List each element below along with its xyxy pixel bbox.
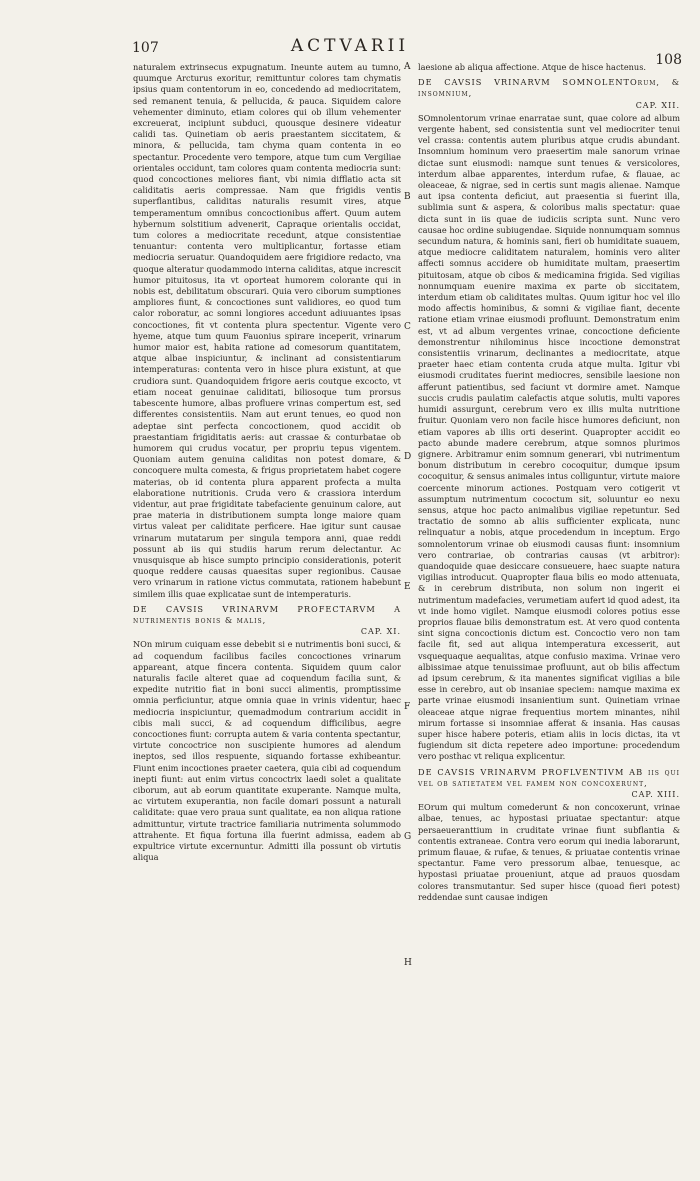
right-paragraph-2: SOmnolentorum vrinae enarratae sunt, quae colore ad album vergente habent, sed consistentia sunt vel mediocriter tenui vel crassa: contentis autem pluribus atque crudis abundant. Insomnium hominum vero praesertim male sanorum vrinae dictae sunt eiusmodi: namque sunt tenues & versicolores, interdum albae apparentes, interdum rufae, & flauae, ac oleaceae, & nigrae, sed in certis sunt magis alienae. Namque aut ipsa contenta deficiut, aut praesentia si fuerint illa, sublimia sunt & aspera, & coloribus malis spectatur: quae dicta sunt in iis quae de iudiciis scripta sunt. Nunc vero causae hoc ordine subiugendae. Siquide nonnumquam somnus secundum natura, & hominis sani, fieri ob humiditate suauem, atque mediocre caliditatem naturalem, hominis vero aliter affecti somnus accidere ob humiditate multam, praesertim pituitosam, atque ob cibos & medicamina frigida. Sed vigilias nonnumquam euenire maxima ex parte ob siccitatem, interdum etiam ob caliditates multas. Quum igitur hoc vel illo modo affectis hominibus, & somni & vigiliae fiant, decente ratione etiam vrinae eiusmodi profluunt. Demonstratum enim est, vt ad album vergentes vrinae, concoctione deficiente demonstrentur nihilominus hisce incoctione demonstrat consistentiis vrinarum, declinantes a mediocritate, atque praeter haec etiam contenta cruda atque multa. Igitur vbi eiusmodi cruditates fuerint mediocres, sensibile laesione non afferunt patientibus, sed faciunt vt dormire amet. Namque succis crudis paulatim calefactis atque solutis, multi vapores humidi assurgunt, cerebrum vero ex illis multa nutritione fruitur. Quoniam vero non facile hisce humores deficiunt, non etiam vapores ab illis orti deserint. Quapropter accidit eo pacto abunde madere cerebrum, atque somnos plurimos gignere. Arbitramur enim somnum generari, vbi nutrimentum bonum distributum in cerebro cocoquitur, dumque ipsum cocoquitur, & sensus animales intus colliguntur, virtute maiore coercente minorum actiones. Postquam vero cotigerit vt assumptum nutrimentum cococtum sit, soluuntur eo nexu sensus, atque hoc pacto animalibus vigiliae repetuntur. Sed tractatio de somno ab aliis sufficienter explicata, nunc relinquatur a nobis, atque procedendum in inceptum. Ergo somnolentorum vrinae ob eiusmodi causas fiunt: insomnium vero contrariae, ob contrarias causas (vt arbitror): quandoquide quae desiccare consueuere, haec suapte natura vigilias introducut. Quapropter flaua bilis eo modo attenuata, & in cerebrum distributa, non solum non ingerit ei nutrimentum madefacies, verumetiam aufert id quod adest, ita vt inde homo vigilet. Namque eiusmodi colores potius esse proprios flauae bilis demonstratum est. At vero quod contenta sint signa concoctionis dictum est. Concoctio vero non tam facile fit, sed aut aliqua intemperatura excesserit, aut vsquequaque aequalitas, atque confusio maxima. Vrinae vero albissimae atque tenuissimae profluunt, aut ob bilis affectum ad ipsum cerebrum, & ita manentes significat vigilias a bile esse in cerebro, aut ob insaniae speciem: namque maxima ex parte vrinae eiusmodi insanientium sunt. Quinetiam vrinae oleaceae atque nigrae frequentius mortem minantes, nihil mirum fortasse si insomniae afferat & insania. Has causas super hisce habere poteris, etiam aliis in locis dictas, ita vt fugiendum sit dicta repetere adeo importune: procedendum vero posthac vt reliqua explicentur.	[418, 112, 680, 762]
chapter-11-number: CAP. XI.	[360, 627, 401, 637]
margin-letter-h: H	[404, 958, 412, 968]
margin-letter-c: C	[404, 322, 411, 332]
chapter-12-title: DE CAVSIS VRINARVM SOMNOLENTOrum, & insomnium,	[418, 77, 680, 99]
chapter-11-title: DE CAVSIS VRINARVM PROFECTARVM A nutrimentis bonis & malis,	[133, 603, 401, 625]
margin-letter-g: G	[404, 832, 412, 842]
margin-letter-d: D	[404, 452, 412, 462]
left-page-number: 107	[132, 40, 159, 56]
chapter-13-number: CAP. XIII.	[631, 790, 680, 799]
margin-letter-e: E	[404, 582, 411, 592]
left-text-column	[133, 62, 401, 1142]
margin-letter-a: A	[404, 62, 411, 72]
chapter-13-title: DE CAVSIS VRINARVM PROFLVENTIVM AB iis qui vel ob satietatem vel famem non concoxerunt,	[418, 766, 680, 788]
running-title: ACTVARII	[290, 36, 410, 56]
right-text-column	[418, 62, 680, 1142]
chapter-12-number: CAP. XII.	[635, 100, 680, 110]
margin-letter-b: B	[404, 192, 411, 202]
right-paragraph-1: laesione ab aliqua affectione. Atque de hisce hactenus.	[418, 62, 647, 72]
right-page-number: 108	[655, 52, 682, 68]
margin-letters	[404, 62, 416, 1142]
left-paragraph-2: NOn mirum cuiquam esse debebit si e nutrimentis boni succi, & ad coquendum facilibus faciles concoctiones vrinarum appareant, atque fincera contenta. Siquidem quum calor naturalis facile alteret quae ad coquendum facilia sunt, & expedite nutritio fiat in boni succi alimentis, promptissime omnia perficiuntur, atque omnia quae in vrinis videntur, haec mediocria inspiciuntur, quemadmodum contrarium accidit in cibis mali succi, & ad coquendum difficilibus, aegre concoctiones fiunt: corrupta autem & varia contenta spectantur, virtute concoctrice non suscipiente humores ad alendum ineptos, sed illos respuente, siquando fortasse exhibeantur. Fiunt enim incoctiones praeter caetera, quia cibi ad coquendum inepti fiunt: aut enim virtus concoctrix laedi solet a qualitate ciborum, aut ab eorum quantitate exuperante. Namque multa, ac virtutem exuperantia, non facile domari possunt a naturali caliditate: quae vero praua sunt qualitate, ea non aliqua ratione admittuntur, virtute tractrice familiaria nutrimenta solummodo attrahente. Et fiqua fortuna illa fuerint admissa, eadem ab expultrice virtute excernuntur. Admitti illa possunt ob virtutis aliqua	[133, 639, 401, 863]
right-paragraph-3: EOrum qui multum comederunt & non concoxerunt, vrinae albae, tenues, ac hypostasi priuatae spectantur: atque persaeueranttium in cruditate vrinae fiunt subflantia & contentis extraneae. Contra vero eorum qui inedia laborarunt, primum flauae, & rufae, & tenues, & priuatae contentis vrinae spectantur. Fame vero pressorum albae, tenuesque, ac hypostasi priuatae proueniunt, atque ad prauos quosdam colores transmutantur. Sed super hisce (quoad fieri potest) reddendae sunt causae indigen	[418, 802, 680, 902]
left-paragraph-1: naturalem extrinsecus expugnatum. Ineunte autem au tumno, quumque Arcturus exoritur, remittuntur colores tam chymatis ipsius quam contentorum in eo, concedendo ad mediocritatem, sed remanent tenuia, & pellucida, & pauca. Siquidem calore vehementer diminuto, etiam colores qui ob illum vehementer excreuerat, incipiunt subduci, quousque desinere videatur calidi tas. Quinetiam ob aeris praestantem siccitatem, & minora, & pellucida, tam chyma quam contenta in eo spectantur. Procedente vero tempore, atque tum cum Vergiliae orientales occidunt, tam colores quam contenta mediocria sunt: quod concoctiones meliores fiant, vbi nimia difflatio acta sit caliditatis aeris compressae. Nam que frigidis ventis superflantibus, caliditas naturalis resumit vires, atque temperamentum omnibus concoctionibus affert. Quum autem hybernum solstitium advenerit, Capraque orientalis occidat, tum colores a mediocritate recedunt, atque consistentiae tenuantur: contenta vero multiplicantur, fortasse etiam mediocria seruatur. Quandoquidem aere frigidiore redacto, vna quoque alteratur quodammodo interna caliditas, atque increscit humor pituitosus, ita vt oporteat humorem colorante qui in nobis est, debilitatum obscurari. Quia vero ciborum sumptiones ampliores fiunt, & concoctiones sunt validiores, eo quod tum calor roboratur, ac somni longiores accedunt adiuuantes ipsas concoctiones, fit vt contenta plura spectentur. Vigente vero hyeme, atque tum quum Fauonius spirare inceperit, vrinarum humor maior est, habita ratione ad comesorum quantitatem, atque albae inspiciuntur, & inclinant ad consistentiarum intemperaturas: contenta vero in hisce plura existunt, at que crudiora sunt. Quandoquidem frigore aeris coutque excocto, vt etiam noceat genuinae caliditati, biliosoque tum prorsus tabescente humore, albas profluere vrinas compertum est, sed differentes consistentiis. Nam aut erunt tenues, eo quod non adeptae sint perfecta concoctionem, quod accidit ob praestantiam frigiditatis aeris: aut crassae & conturbatae ob humorem qui crudus vocatur, per propriu tepus vigentem. Quoniam autem genuina caliditas non potest domare, & concoquere multa comesta, & frigus proprietatem habet cogere materias, ob id contenta plura apparent profecta a multa elaboratione nutritionis. Cruda vero & crassiora interdum videntur, aut prae frigiditate tabefaciente genuinum calore, aut prae materia in distributionem sumpta longe maiore quam virtus valeat per caliditate perficere. Hae igitur sunt causae vrinarum mutatarum per singula tempora anni, quae reddi possunt ab iis qui studiis harum rerum delectantur. Ac vnusquisque ab hisce sumpto principio considerationis, poterit quoque reddere causas quaesitas super regionibus. Causae vero vrinarum in ratione victus commutata, rationem habebunt similem illis quae explicatae sunt de intemperaturis.	[133, 62, 401, 599]
margin-letter-f: F	[404, 702, 411, 712]
